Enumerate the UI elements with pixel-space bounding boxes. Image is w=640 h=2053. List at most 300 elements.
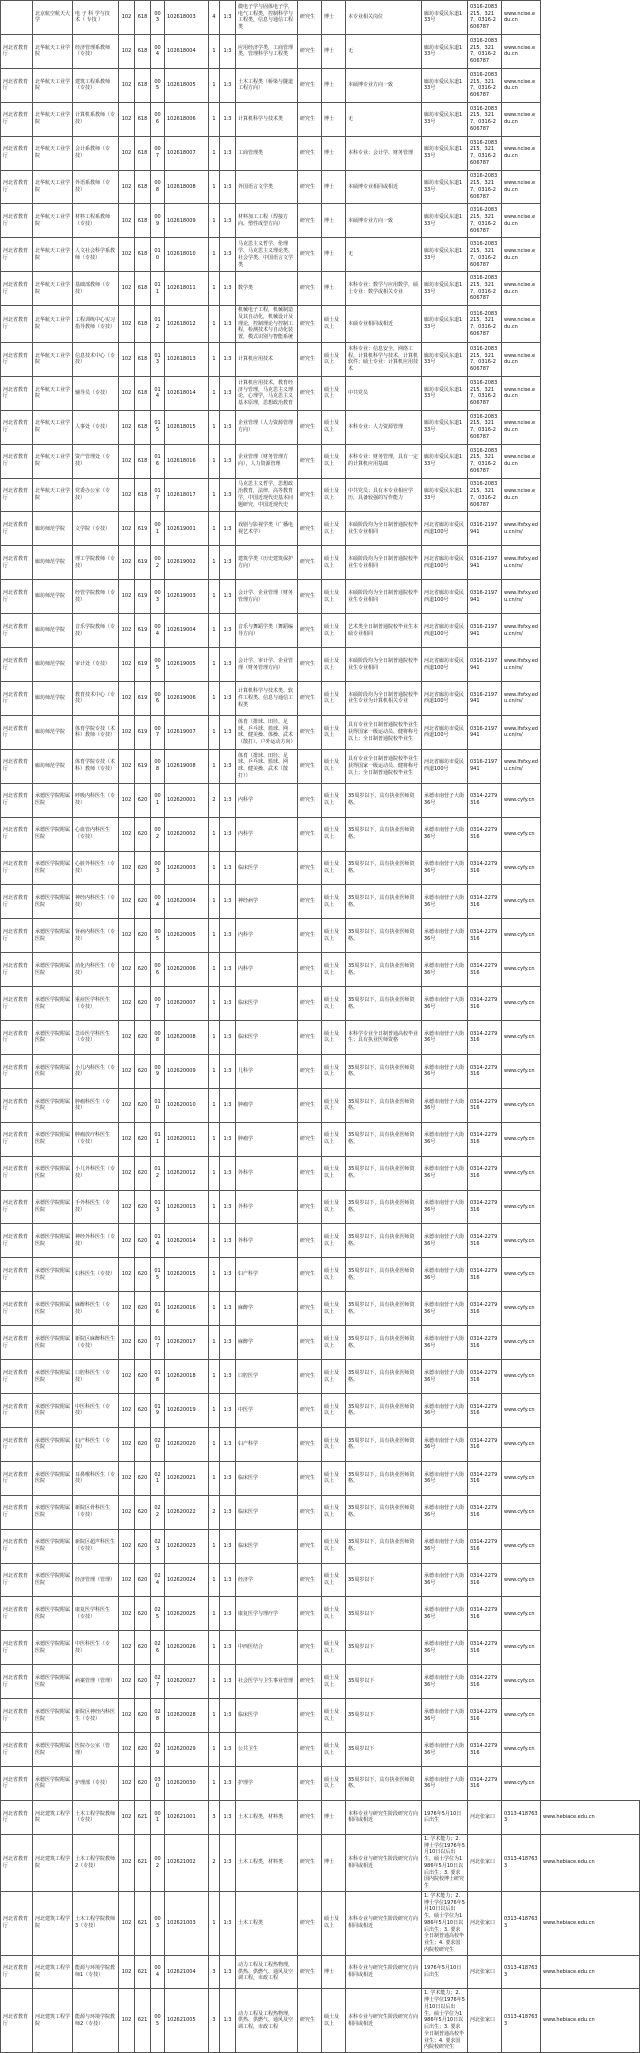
count-cell: 1 bbox=[209, 681, 220, 715]
pos-code-cell: 102620017 bbox=[165, 1326, 209, 1360]
unit-cell: 廊坊师范学院 bbox=[33, 749, 73, 783]
position-cell: 人事处（专技） bbox=[73, 410, 119, 444]
unit-cell: 承德医学院附属医院 bbox=[33, 1563, 73, 1597]
unit-cell: 廊坊师范学院 bbox=[33, 512, 73, 546]
dept-cell: 河北省教育厅 bbox=[1, 1224, 33, 1258]
ratio-cell: 1:3 bbox=[220, 1495, 236, 1529]
pos-code-cell: 102620003 bbox=[165, 851, 209, 885]
requirements-cell: 35周岁以下 bbox=[346, 1665, 422, 1699]
major-cell: 外科学 bbox=[236, 1156, 298, 1190]
pos-code-cell: 102620002 bbox=[165, 817, 209, 851]
phone-cell: 0316-2197941 bbox=[468, 546, 502, 580]
code3-cell: 025 bbox=[151, 1597, 165, 1631]
count-cell: 3 bbox=[209, 1955, 220, 1989]
code3-cell: 016 bbox=[151, 1292, 165, 1326]
edu-cell: 研究生 bbox=[298, 1800, 322, 1834]
phone-cell: 0314-2279316 bbox=[468, 1360, 502, 1394]
unit-cell: 承德医学院附属医院 bbox=[33, 1190, 73, 1224]
degree-cell: 硕士及以上 bbox=[322, 306, 346, 343]
count-cell: 1 bbox=[209, 1326, 220, 1360]
count-cell: 1 bbox=[209, 1631, 220, 1665]
code1-cell: 102 bbox=[119, 1292, 135, 1326]
address-cell: 承德市南营子大街36号 bbox=[422, 987, 468, 1021]
address-cell: 承德市南营子大街36号 bbox=[422, 953, 468, 987]
ratio-cell: 1:3 bbox=[220, 204, 236, 238]
major-cell: 内科学 bbox=[236, 783, 298, 817]
website-cell: www.lfsfxy.edu.cn/rs/ bbox=[502, 648, 541, 682]
major-cell: 材料加工工程（焊接方向、塑性成型方向） bbox=[236, 204, 298, 238]
ratio-cell: 1:3 bbox=[220, 817, 236, 851]
code3-cell: 004 bbox=[151, 34, 165, 68]
phone-cell: 0316-2083215、3217、0316-2606787 bbox=[468, 68, 502, 102]
position-cell: 工程训练中心实习指导教师（专技） bbox=[73, 306, 119, 343]
code1-cell: 102 bbox=[119, 1597, 135, 1631]
code2-cell: 618 bbox=[135, 102, 151, 136]
unit-cell: 北华航天工业学院 bbox=[33, 68, 73, 102]
ratio-cell: 1:3 bbox=[220, 306, 236, 343]
code1-cell: 102 bbox=[119, 749, 135, 783]
dept-cell: 河北省教育厅 bbox=[1, 1122, 33, 1156]
table-row bbox=[1, 1360, 640, 1394]
website-cell: 0313-4187633 bbox=[502, 1800, 541, 1834]
code2-cell: 618 bbox=[135, 136, 151, 170]
count-cell: 1 bbox=[209, 1360, 220, 1394]
edu-cell: 研究生 bbox=[298, 376, 322, 410]
phone-cell: 0314-2279316 bbox=[468, 1529, 502, 1563]
ratio-cell: 1:3 bbox=[220, 512, 236, 546]
address-cell: 河北省廊坊市爱民西道100号 bbox=[422, 681, 468, 715]
website-cell: www.lfsfxy.edu.cn/rs/ bbox=[502, 580, 541, 614]
major-cell: 土木工程类，材料类 bbox=[236, 1800, 298, 1834]
unit-cell: 承德医学院附属医院 bbox=[33, 1088, 73, 1122]
address-cell: 承德市南营子大街36号 bbox=[422, 1563, 468, 1597]
phone-cell: 0314-2279316 bbox=[468, 1495, 502, 1529]
major-cell: 企业管理（人力资源管理方向） bbox=[236, 410, 298, 444]
code1-cell: 102 bbox=[119, 1665, 135, 1699]
unit-cell: 承德医学院附属医院 bbox=[33, 1122, 73, 1156]
count-cell: 1 bbox=[209, 238, 220, 272]
dept-cell: 河北省教育厅 bbox=[1, 614, 33, 648]
address-cell: 廊坊市爱民东道133号 bbox=[422, 444, 468, 478]
edu-cell: 研究生 bbox=[298, 546, 322, 580]
code2-cell: 618 bbox=[135, 170, 151, 204]
pos-code-cell: 102620007 bbox=[165, 987, 209, 1021]
website-cell: www.cyfy.cn bbox=[502, 1597, 541, 1631]
degree-cell: 硕士及以上 bbox=[322, 410, 346, 444]
unit-cell: 河北建筑工程学院 bbox=[33, 1800, 73, 1834]
table-row bbox=[1, 783, 640, 817]
requirements-cell: 本科专业：人力资源管理 bbox=[346, 410, 422, 444]
major-cell: 麻醉学 bbox=[236, 1292, 298, 1326]
count-cell: 1 bbox=[209, 410, 220, 444]
position-cell: 新院区神经内科医生（专技） bbox=[73, 1699, 119, 1733]
pos-code-cell: 102620024 bbox=[165, 1563, 209, 1597]
edu-cell: 研究生 bbox=[298, 749, 322, 783]
ratio-cell: 1:3 bbox=[220, 1597, 236, 1631]
major-cell: 临床医学 bbox=[236, 1461, 298, 1495]
major-cell: 机械电子工程，机械制造及其自动化，机械设计及理论，控制理论与控制工程，检测技术与自动化装置，模式识别与智能系统 bbox=[236, 306, 298, 343]
code3-cell: 011 bbox=[151, 272, 165, 306]
code2-cell: 620 bbox=[135, 1088, 151, 1122]
edu-cell: 研究生 bbox=[298, 170, 322, 204]
website-cell: www.cyfy.cn bbox=[502, 1021, 541, 1055]
position-cell: 中医科医生（专技） bbox=[73, 1631, 119, 1665]
edu-cell: 研究生 bbox=[298, 306, 322, 343]
ratio-cell: 1:3 bbox=[220, 1733, 236, 1767]
dept-cell: 河北省教育厅 bbox=[1, 546, 33, 580]
code1-cell: 102 bbox=[119, 136, 135, 170]
requirements-cell: 具有专业全日制普通院校毕业生获得国家一级运动员、健将称号以上；全日制普通院校毕业生 bbox=[346, 749, 422, 783]
dept-cell: 河北省教育厅 bbox=[1, 1326, 33, 1360]
requirements-cell: 35周岁以下 bbox=[346, 1733, 422, 1767]
requirements-cell: 无 bbox=[346, 102, 422, 136]
code1-cell: 102 bbox=[119, 410, 135, 444]
code3-cell: 005 bbox=[151, 648, 165, 682]
code3-cell: 010 bbox=[151, 238, 165, 272]
phone-cell: 0316-2083215、3217、0316-2606787 bbox=[468, 376, 502, 410]
code3-cell: 007 bbox=[151, 987, 165, 1021]
edu-cell: 研究生 bbox=[298, 1156, 322, 1190]
code2-cell: 620 bbox=[135, 919, 151, 953]
count-cell: 2 bbox=[209, 1834, 220, 1891]
edu-cell: 研究生 bbox=[298, 648, 322, 682]
table-row bbox=[1, 715, 640, 749]
unit-cell: 北华航天工业学院 bbox=[33, 272, 73, 306]
position-cell: 医院办公室（管理） bbox=[73, 1733, 119, 1767]
ratio-cell: 1:3 bbox=[220, 444, 236, 478]
count-cell: 1 bbox=[209, 1766, 220, 1800]
website-cell: www.cyfy.cn bbox=[502, 1224, 541, 1258]
count-cell: 1 bbox=[209, 987, 220, 1021]
code1-cell: 102 bbox=[119, 34, 135, 68]
degree-cell: 硕士及以上 bbox=[322, 580, 346, 614]
code2-cell: 620 bbox=[135, 1631, 151, 1665]
position-cell: 审计处（专技） bbox=[73, 648, 119, 682]
unit-cell: 承德医学院附属医院 bbox=[33, 1394, 73, 1428]
count-cell: 1 bbox=[209, 444, 220, 478]
position-cell: 新院区超声科医生（专技） bbox=[73, 1529, 119, 1563]
code3-cell: 028 bbox=[151, 1699, 165, 1733]
website-cell: www.cyfy.cn bbox=[502, 783, 541, 817]
phone-cell: 0316-2083215、3217、0316-2606787 bbox=[468, 306, 502, 343]
website-cell: www.lfsfxy.edu.cn/rs/ bbox=[502, 512, 541, 546]
unit-cell: 廊坊师范学院 bbox=[33, 546, 73, 580]
unit-cell: 北华航天工业学院 bbox=[33, 170, 73, 204]
edu-cell: 研究生 bbox=[298, 580, 322, 614]
dept-cell: 河北省教育厅 bbox=[1, 953, 33, 987]
website-cell: www.lfsfxy.edu.cn/rs/ bbox=[502, 546, 541, 580]
requirements-cell: 本科专业与研究生阶段研究方向相同或相近 bbox=[346, 1989, 422, 2053]
dept-cell: 河北省教育厅 bbox=[1, 919, 33, 953]
website-cell: www.cyfy.cn bbox=[502, 885, 541, 919]
code1-cell: 102 bbox=[119, 1054, 135, 1088]
code1-cell: 102 bbox=[119, 681, 135, 715]
ratio-cell: 1:3 bbox=[220, 546, 236, 580]
table-row bbox=[1, 136, 640, 170]
major-cell: 计算机科学与技术类 bbox=[236, 102, 298, 136]
code1-cell: 102 bbox=[119, 783, 135, 817]
major-cell: 儿科学 bbox=[236, 1054, 298, 1088]
code1-cell: 102 bbox=[119, 1156, 135, 1190]
pos-code-cell: 102620023 bbox=[165, 1529, 209, 1563]
phone-cell: 0316-2083215、3217、0316-2606787 bbox=[468, 410, 502, 444]
website-cell: www.cyfy.cn bbox=[502, 1054, 541, 1088]
phone-cell: 0316-2083215、3217、0316-2606787 bbox=[468, 34, 502, 68]
degree-cell: 硕士及以上 bbox=[322, 512, 346, 546]
website-cell: www.ncise.edu.cn bbox=[502, 68, 541, 102]
code1-cell: 102 bbox=[119, 1955, 135, 1989]
website-cell: www.cyfy.cn bbox=[502, 1088, 541, 1122]
count-cell: 1 bbox=[209, 614, 220, 648]
code1-cell: 102 bbox=[119, 715, 135, 749]
edu-cell: 研究生 bbox=[298, 204, 322, 238]
count-cell: 1 bbox=[209, 817, 220, 851]
pos-code-cell: 102620018 bbox=[165, 1360, 209, 1394]
degree-cell: 硕士及以上 bbox=[322, 1597, 346, 1631]
requirements-cell: 本科专业：财务管理，具有一定的计算机应用基础 bbox=[346, 444, 422, 478]
edu-cell: 研究生 bbox=[298, 1989, 322, 2053]
table-row bbox=[1, 885, 640, 919]
major-cell: 临床医学 bbox=[236, 851, 298, 885]
ratio-cell: 1:3 bbox=[220, 1461, 236, 1495]
phone-cell: 0314-2279316 bbox=[468, 1699, 502, 1733]
pos-code-cell: 102619005 bbox=[165, 648, 209, 682]
table-row bbox=[1, 170, 640, 204]
edu-cell: 研究生 bbox=[298, 410, 322, 444]
dept-cell: 河北省教育厅 bbox=[1, 1733, 33, 1767]
position-cell: 妇产科医生（专技） bbox=[73, 1427, 119, 1461]
address-cell: 承德市南营子大街36号 bbox=[422, 1258, 468, 1292]
phone-cell: 0316-2197941 bbox=[468, 648, 502, 682]
pos-code-cell: 102619007 bbox=[165, 715, 209, 749]
phone-cell: 0316-2083215、3217、0316-2606787 bbox=[468, 1, 502, 35]
address-cell: 承德市南营子大街36号 bbox=[422, 1699, 468, 1733]
website-cell: www.ncise.edu.cn bbox=[502, 478, 541, 512]
ratio-cell: 1:3 bbox=[220, 749, 236, 783]
edu-cell: 研究生 bbox=[298, 102, 322, 136]
table-row bbox=[1, 1529, 640, 1563]
code2-cell: 618 bbox=[135, 478, 151, 512]
table-row bbox=[1, 546, 640, 580]
table-row bbox=[1, 1, 640, 35]
dept-cell: 河北省教育厅 bbox=[1, 1054, 33, 1088]
address-cell: 承德市南营子大街36号 bbox=[422, 1360, 468, 1394]
ratio-cell: 1:3 bbox=[220, 34, 236, 68]
pos-code-cell: 102620028 bbox=[165, 1699, 209, 1733]
major-cell: 中西医结合 bbox=[236, 1631, 298, 1665]
ratio-cell: 1:3 bbox=[220, 1224, 236, 1258]
address-cell: 1. 学术能力；2. 博士学位1976年5月10日以后出生，硕士学位为1986年5月10日以后出生；3. 要求全日制普通高校毕业生；4. 要求国内院校研究生 bbox=[422, 1989, 468, 2053]
position-cell: 能源与环境学院教师1（专技） bbox=[73, 1955, 119, 1989]
edu-cell: 研究生 bbox=[298, 1955, 322, 1989]
major-cell: 土木工程类，材料类 bbox=[236, 1834, 298, 1891]
code3-cell: 017 bbox=[151, 1326, 165, 1360]
degree-cell: 硕士及以上 bbox=[322, 614, 346, 648]
pos-code-cell: 102621002 bbox=[165, 1834, 209, 1891]
phone-cell: 0314-2279316 bbox=[468, 1021, 502, 1055]
table-row bbox=[1, 1394, 640, 1428]
code3-cell: 004 bbox=[151, 885, 165, 919]
edu-cell: 研究生 bbox=[298, 1733, 322, 1767]
dept-cell: 河北省教育厅 bbox=[1, 204, 33, 238]
pos-code-cell: 102618011 bbox=[165, 272, 209, 306]
website-cell: www.cyfy.cn bbox=[502, 1190, 541, 1224]
pos-code-cell: 102620008 bbox=[165, 1021, 209, 1055]
address-cell: 河北省廊坊市爱民西道100号 bbox=[422, 614, 468, 648]
code3-cell: 022 bbox=[151, 1495, 165, 1529]
dept-cell: 河北省教育厅 bbox=[1, 580, 33, 614]
code3-cell: 023 bbox=[151, 1529, 165, 1563]
dept-cell: 河北省教育厅 bbox=[1, 1800, 33, 1834]
dept-cell: 河北省教育厅 bbox=[1, 1156, 33, 1190]
degree-cell: 硕士及以上 bbox=[322, 1394, 346, 1428]
code2-cell: 620 bbox=[135, 1156, 151, 1190]
code1-cell: 102 bbox=[119, 306, 135, 343]
pos-code-cell: 102618003 bbox=[165, 1, 209, 35]
position-cell: 基础部教师（专技） bbox=[73, 272, 119, 306]
website-cell: www.cyfy.cn bbox=[502, 919, 541, 953]
pos-code-cell: 102619001 bbox=[165, 512, 209, 546]
edu-cell: 研究生 bbox=[298, 1563, 322, 1597]
requirements-cell: 无 bbox=[346, 238, 422, 272]
count-cell: 1 bbox=[209, 272, 220, 306]
code3-cell: 012 bbox=[151, 306, 165, 343]
position-cell: 病案管理（管理） bbox=[73, 1665, 119, 1699]
count-cell: 1 bbox=[209, 1427, 220, 1461]
major-cell: 公共卫生 bbox=[236, 1733, 298, 1767]
major-cell: 肿瘤学 bbox=[236, 1088, 298, 1122]
unit-cell: 承德医学院附属医院 bbox=[33, 1495, 73, 1529]
code2-cell: 618 bbox=[135, 272, 151, 306]
ratio-cell: 1:3 bbox=[220, 1766, 236, 1800]
address-cell: 承德市南营子大街36号 bbox=[422, 1597, 468, 1631]
unit-cell: 廊坊师范学院 bbox=[33, 614, 73, 648]
major-cell: 工商管理类 bbox=[236, 136, 298, 170]
phone-cell: 0316-2083215、3217、0316-2606787 bbox=[468, 272, 502, 306]
pos-code-cell: 102620004 bbox=[165, 885, 209, 919]
code2-cell: 620 bbox=[135, 1292, 151, 1326]
unit-cell: 北京航空航天大学 bbox=[33, 1, 73, 35]
major-cell: 临床医学 bbox=[236, 987, 298, 1021]
pos-code-cell: 102618007 bbox=[165, 136, 209, 170]
pos-code-cell: 102618013 bbox=[165, 342, 209, 376]
code3-cell: 008 bbox=[151, 1021, 165, 1055]
requirements-cell: 本硕阶段均为全日制普通院校毕业生专业相同 bbox=[346, 546, 422, 580]
pos-code-cell: 102620009 bbox=[165, 1054, 209, 1088]
phone-cell: 0314-2279316 bbox=[468, 1190, 502, 1224]
pos-code-cell: 102621004 bbox=[165, 1955, 209, 1989]
ratio-cell: 1:3 bbox=[220, 376, 236, 410]
position-cell: 外语系教师（专技） bbox=[73, 170, 119, 204]
count-cell: 1 bbox=[209, 136, 220, 170]
code2-cell: 619 bbox=[135, 546, 151, 580]
pos-code-cell: 102618016 bbox=[165, 444, 209, 478]
ratio-cell: 1:3 bbox=[220, 342, 236, 376]
edu-cell: 研究生 bbox=[298, 1529, 322, 1563]
table-row bbox=[1, 1800, 640, 1834]
table-row bbox=[1, 1258, 640, 1292]
requirements-cell: 35周岁以下，具有执业医师资格。 bbox=[346, 817, 422, 851]
code3-cell: 007 bbox=[151, 715, 165, 749]
degree-cell: 博士 bbox=[322, 204, 346, 238]
address-cell: 廊坊市爱民东道133号 bbox=[422, 478, 468, 512]
code2-cell: 620 bbox=[135, 851, 151, 885]
major-cell: 外科学 bbox=[236, 1224, 298, 1258]
position-cell: 肿瘤放疗科医生（专技） bbox=[73, 1122, 119, 1156]
code1-cell: 102 bbox=[119, 1088, 135, 1122]
requirements-cell: 35周岁以下 bbox=[346, 1699, 422, 1733]
count-cell: 1 bbox=[209, 1733, 220, 1767]
code3-cell: 019 bbox=[151, 1394, 165, 1428]
edu-cell: 研究生 bbox=[298, 1597, 322, 1631]
position-cell: 心脏外科医生（专技） bbox=[73, 851, 119, 885]
table-row bbox=[1, 1088, 640, 1122]
code1-cell: 102 bbox=[119, 1, 135, 35]
count-cell: 1 bbox=[209, 1224, 220, 1258]
table-row bbox=[1, 272, 640, 306]
requirements-cell: 本硕专业相同或相近 bbox=[346, 306, 422, 343]
degree-cell: 硕士及以上 bbox=[322, 783, 346, 817]
code2-cell: 620 bbox=[135, 1054, 151, 1088]
degree-cell: 硕士及以上 bbox=[322, 885, 346, 919]
website-cell: 0313-4187633 bbox=[502, 1891, 541, 1955]
pos-code-cell: 102618009 bbox=[165, 204, 209, 238]
website-cell: www.cyfy.cn bbox=[502, 1766, 541, 1800]
code2-cell: 620 bbox=[135, 783, 151, 817]
code2-cell: 620 bbox=[135, 1394, 151, 1428]
dept-cell: 河北省教育厅 bbox=[1, 1021, 33, 1055]
pos-code-cell: 102619008 bbox=[165, 749, 209, 783]
code3-cell: 011 bbox=[151, 1122, 165, 1156]
unit-cell: 承德医学院附属医院 bbox=[33, 817, 73, 851]
code3-cell: 030 bbox=[151, 1766, 165, 1800]
ratio-cell: 1:3 bbox=[220, 681, 236, 715]
pos-code-cell: 102620012 bbox=[165, 1156, 209, 1190]
position-cell: 重症医学科医生（专技） bbox=[73, 987, 119, 1021]
code1-cell: 102 bbox=[119, 953, 135, 987]
ratio-cell: 1:3 bbox=[220, 1, 236, 35]
requirements-cell: 中共党员 bbox=[346, 376, 422, 410]
dept-cell: 河北省教育厅 bbox=[1, 444, 33, 478]
major-cell: 戏剧与影视学类（广播电视艺术学） bbox=[236, 512, 298, 546]
code3-cell: 021 bbox=[151, 1461, 165, 1495]
phone-cell: 0314-2279316 bbox=[468, 817, 502, 851]
table-row bbox=[1, 306, 640, 343]
count-cell: 1 bbox=[209, 1021, 220, 1055]
edu-cell: 研究生 bbox=[298, 987, 322, 1021]
address-cell: 承德市南营子大街36号 bbox=[422, 1427, 468, 1461]
code3-cell: 002 bbox=[151, 1834, 165, 1891]
position-cell: 材料工程系教师（专技） bbox=[73, 204, 119, 238]
degree-cell: 硕士及以上 bbox=[322, 478, 346, 512]
pos-code-cell: 102618017 bbox=[165, 478, 209, 512]
unit-cell: 北华航天工业学院 bbox=[33, 238, 73, 272]
degree-cell: 硕士及以上 bbox=[322, 1054, 346, 1088]
code2-cell: 620 bbox=[135, 1597, 151, 1631]
edu-cell: 研究生 bbox=[298, 238, 322, 272]
pos-code-cell: 102620006 bbox=[165, 953, 209, 987]
major-cell: 计算机应用技术 bbox=[236, 342, 298, 376]
code3-cell: 029 bbox=[151, 1733, 165, 1767]
code1-cell: 102 bbox=[119, 1733, 135, 1767]
major-cell: 临床医学 bbox=[236, 1495, 298, 1529]
position-cell: 神经外科医生（专技） bbox=[73, 1224, 119, 1258]
major-cell: 护理学 bbox=[236, 1766, 298, 1800]
address-cell: 承德市南营子大街36号 bbox=[422, 1292, 468, 1326]
website-cell: www.cyfy.cn bbox=[502, 1529, 541, 1563]
code1-cell: 102 bbox=[119, 987, 135, 1021]
unit-cell: 北华航天工业学院 bbox=[33, 34, 73, 68]
